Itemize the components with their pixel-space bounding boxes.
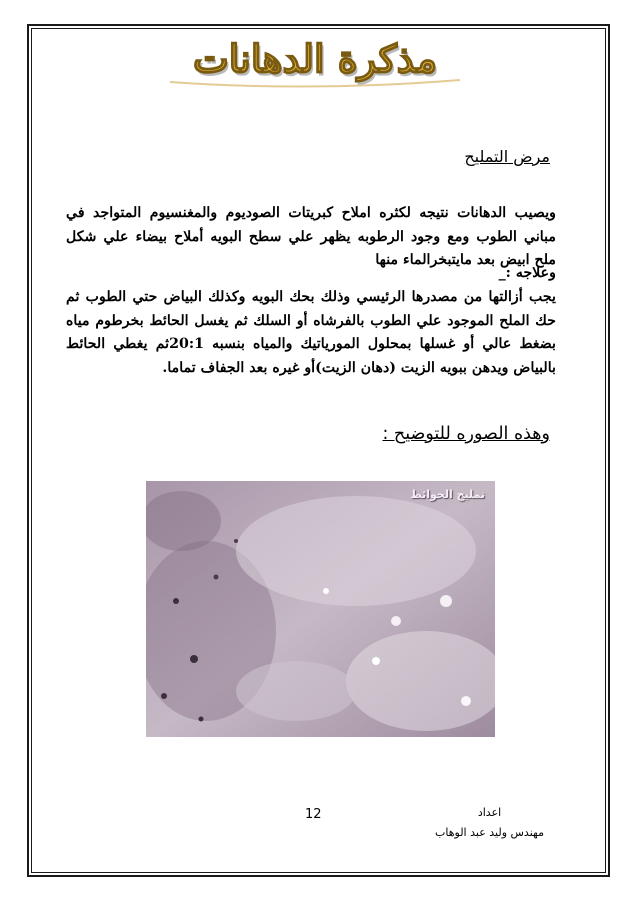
salt-efflorescence-photo [146, 481, 495, 737]
title-banner [150, 30, 480, 96]
intro-paragraph: ويصيب الدهانات نتيجه لكثره املاح كبريتات الصوديوم والمغنسيوم المتواجد في مباني الطوب ومع وجود الرطوبه يظهر علي سطح البويه أملاح بيضاء علي شكل ملح ابيض بعد مايتبخرالماء منها [66, 205, 556, 268]
document-title: مذكرة الدهانات [192, 36, 438, 81]
illustration-heading: وهذه الصوره للتوضيح : [382, 424, 550, 444]
prepared-by-block [435, 803, 544, 843]
author-name: مهندس وليد عبد الوهاب [435, 826, 544, 839]
treatment-label: وعلاجه :_ [498, 265, 556, 281]
photo-caption: تمليح الحوائط [410, 488, 485, 501]
page-number: 12 [305, 807, 322, 822]
photo-texture [146, 481, 495, 737]
treatment-paragraph: يجب أزالتها من مصدرها الرئيسي وذلك بحك البويه وكذلك البياض حتي الطوب ثم حك الملح الموجود علي الطوب بالفرشاه أو السلك ثم يغسل الحائط بخرطوم مياه بضغط عالي أو غسلها بمحلول المورياتيك والمياه بنسبه 20:1ثم يغطي الحائط بالبياض ويدهن ببويه الزيت (دهان الزيت)أو غيره بعد الجفاف تماما. [66, 289, 557, 376]
prepared-by-label: اعداد [477, 806, 502, 819]
section-heading: مرض التمليح [464, 147, 550, 166]
